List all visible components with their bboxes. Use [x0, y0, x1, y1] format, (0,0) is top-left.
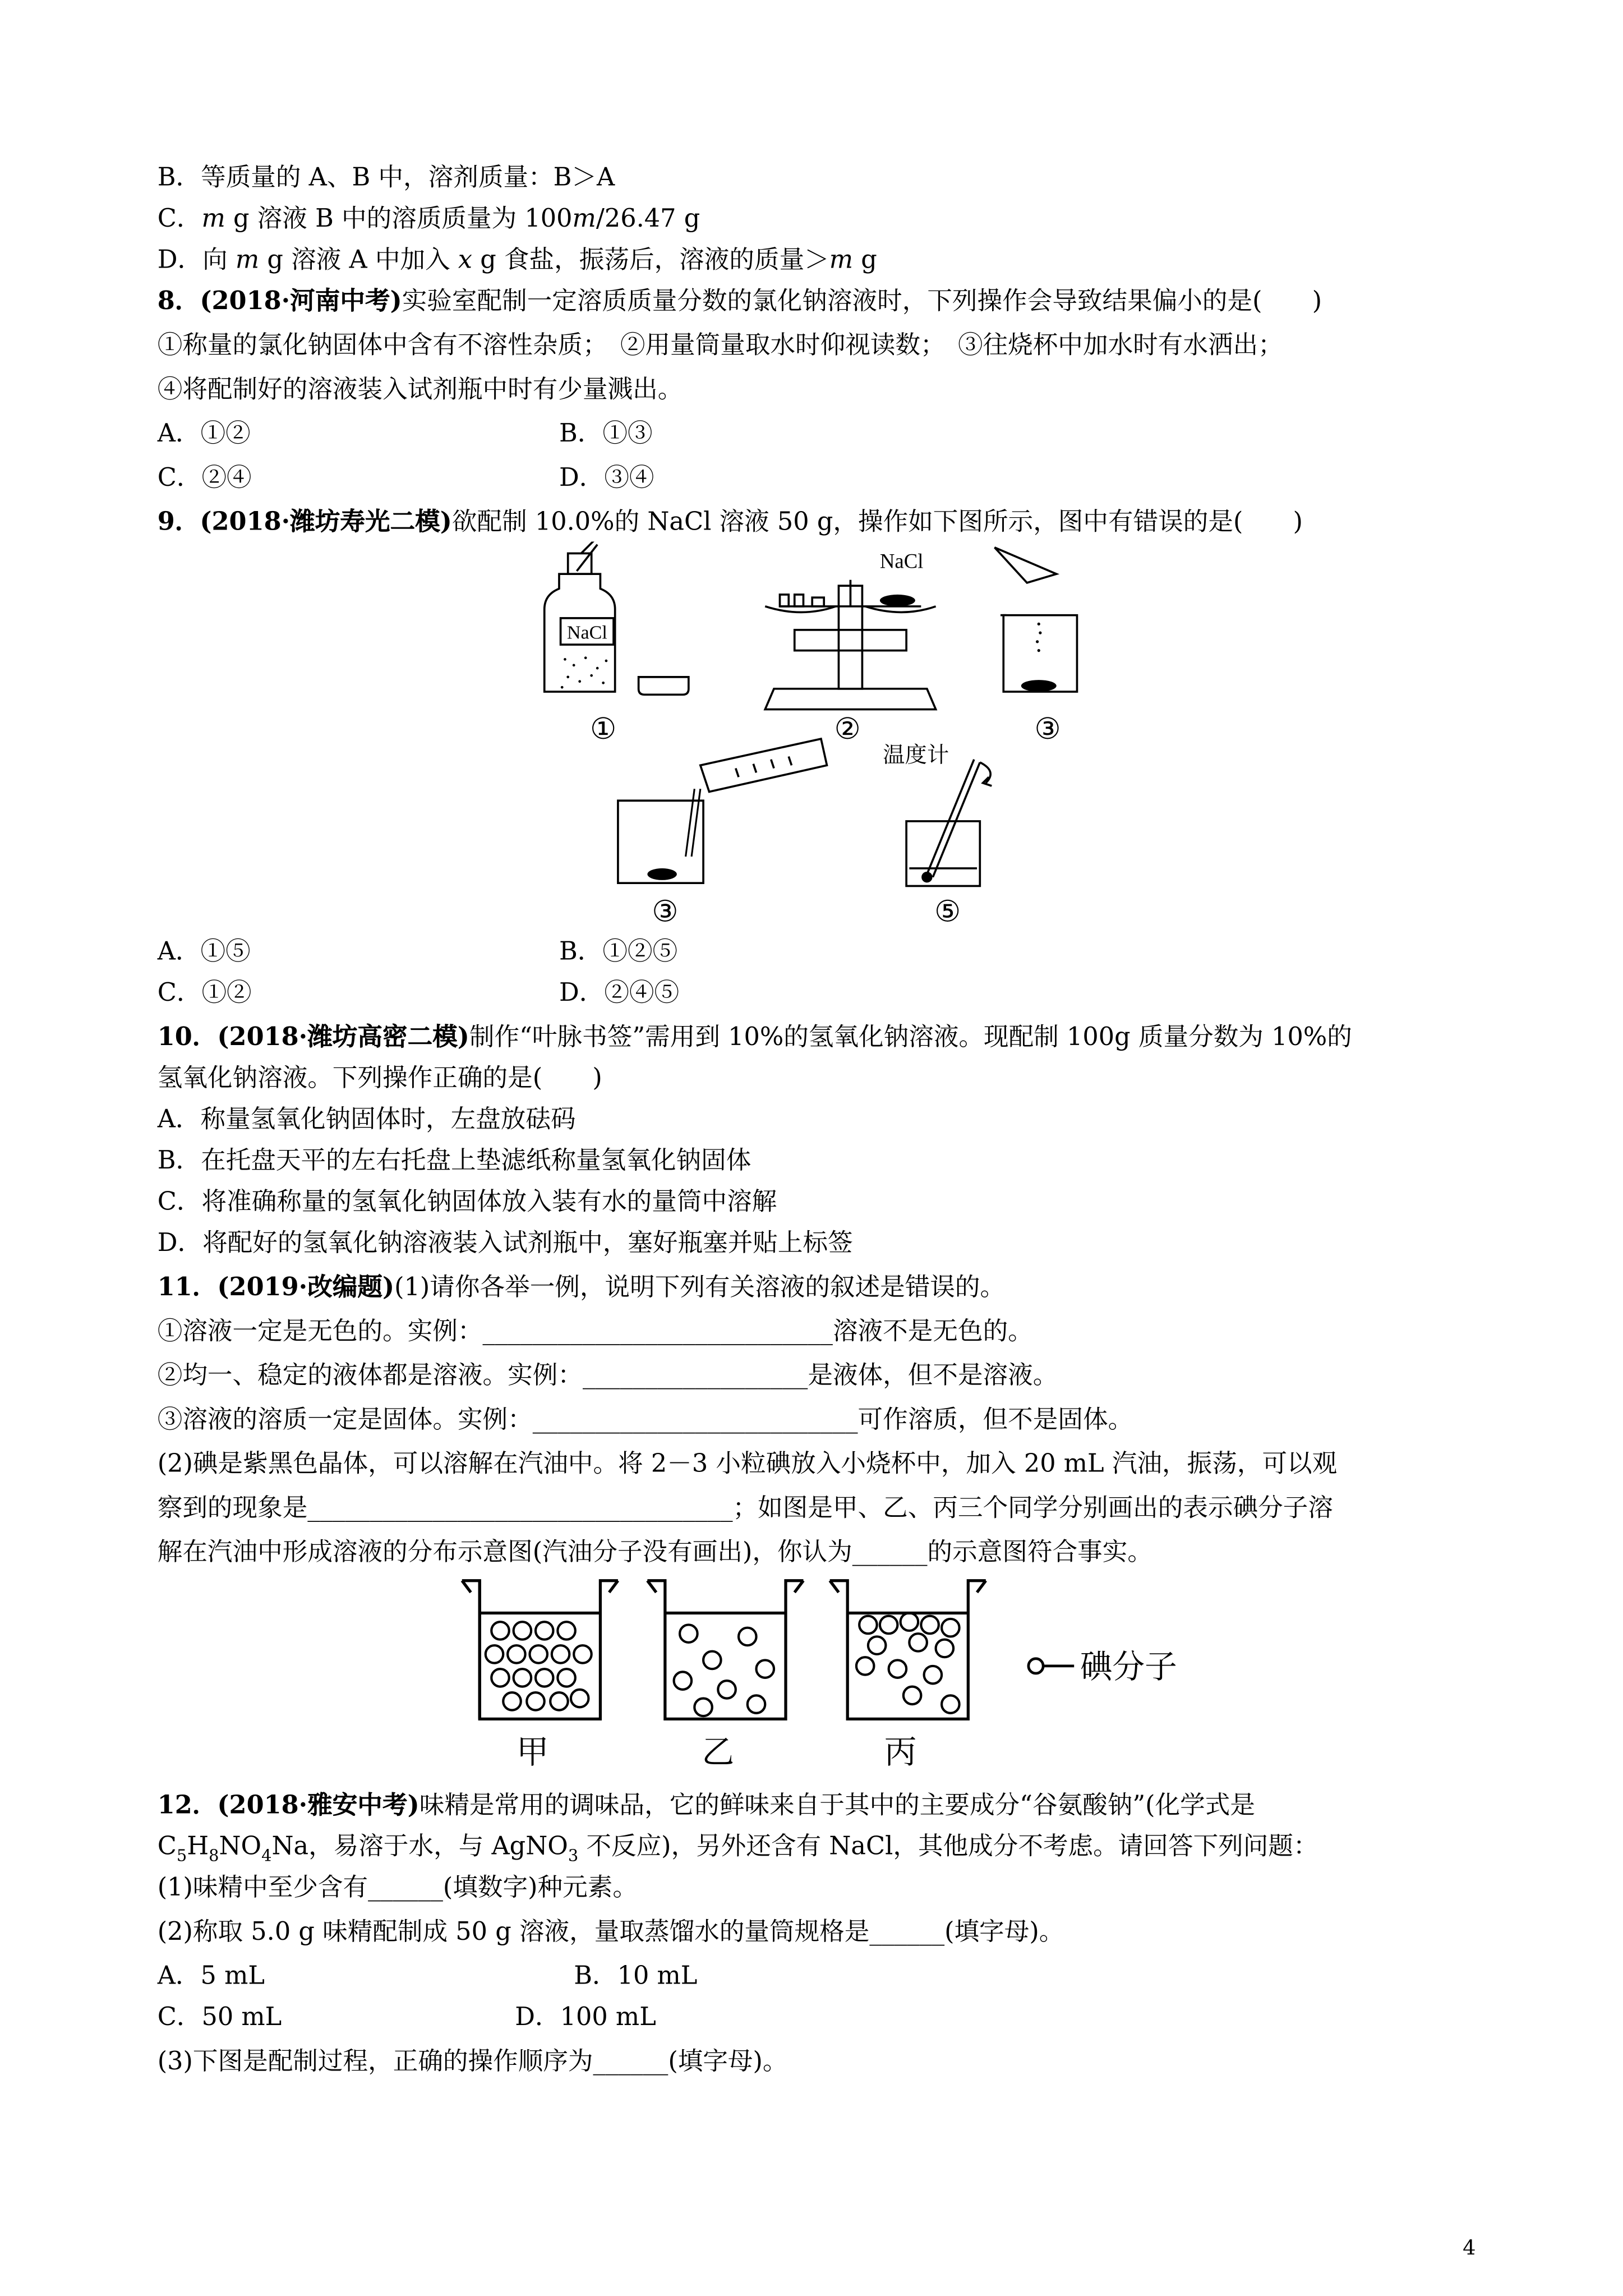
beaker-bing-molecules [856, 1613, 960, 1713]
weighing-paper-icon [995, 547, 1057, 583]
nacl-bottle-label: NaCl [566, 622, 607, 643]
iodine-distribution-figure [453, 1572, 1189, 1772]
question-11-item-2: ②均一、稳定的液体都是溶液。实例：__________________是液体，但不是溶液。 [157, 1361, 1058, 1391]
option-7c: C．m g 溶液 B 中的溶质质量为 100m/26.47 g [157, 204, 700, 234]
step-3-label: ③ [1034, 712, 1061, 747]
question-12-part-2: (2)称取 5.0 g 味精配制成 50 g 溶液，量取蒸馏水的量筒规格是______(填字母)。 [157, 1917, 1064, 1948]
question-8-option-d: D．③④ [559, 463, 654, 493]
question-8-option-b: B．①③ [559, 419, 653, 449]
question-8-choices-1: ①称量的氯化钠固体中含有不溶性杂质； ②用量筒量取水时仰视读数； ③往烧杯中加水时有水洒出； [157, 331, 1283, 361]
page-number: 4 [1463, 2237, 1476, 2261]
question-9-option-b: B．①②⑤ [559, 937, 678, 967]
question-12-option-a: A．5 mL [157, 1962, 265, 1991]
question-9-option-c: C．①② [157, 978, 252, 1009]
question-8-choices-2: ④将配制好的溶液装入试剂瓶中时有少量溅出。 [157, 375, 683, 405]
question-12-formula-line: $C_5H_8NO_4Na$，易溶于水，与 AgNO$_3$ 不反应)，另外还含有 NaCl，其他成分不考虑。请回答下列问题： [157, 1832, 1318, 1866]
bottle-powder [561, 656, 607, 688]
thermometer-label: 温度计 [883, 742, 949, 769]
question-12-part-3: (3)下图是配制过程，正确的操作顺序为______(填字母)。 [157, 2047, 788, 2077]
beaker-yi-label: 乙 [702, 1733, 735, 1772]
question-11-item-1: ①溶液一定是无色的。实例：____________________________溶液不是无色的。 [157, 1317, 1033, 1347]
beaker-yi-molecules [674, 1625, 774, 1716]
falling-salt [1021, 623, 1057, 692]
question-9: 9．(2018·潍坊寿光二模)欲配制 10.0%的 NaCl 溶液 50 g，操作如下图所示，图中有错误的是( ) [157, 508, 1303, 537]
question-11: 11．(2019·改编题)(1)请你各举一例，说明下列有关溶液的叙述是错误的。 [157, 1273, 1006, 1303]
iodine-molecule-legend-icon [1029, 1659, 1074, 1673]
beaker-bing-icon [830, 1581, 986, 1719]
pouring-water [686, 789, 700, 857]
option-7b: B．等质量的 A、B 中，溶剂质量：B＞A [157, 163, 615, 193]
question-12-part-1: (1)味精中至少含有______(填数字)种元素。 [157, 1873, 638, 1903]
step-5-label: ⑤ [934, 894, 961, 929]
question-10: 10．(2018·潍坊高密二模)制作“叶脉书签”需用到 10%的氢氧化钠溶液。现配制 100g 质量分数为 10%的 [157, 1023, 1352, 1052]
question-10-option-a: A．称量氢氧化钠固体时，左盘放砝码 [157, 1105, 576, 1135]
question-12-option-d: D．100 mL [515, 2003, 656, 2033]
iodine-molecule-legend-label: 碘分子 [1080, 1647, 1177, 1686]
beaker-jia-label: 甲 [516, 1733, 549, 1772]
graduated-cylinder-icon [700, 739, 827, 792]
step-2-label: ② [834, 712, 861, 747]
balance-nacl-label: NaCl [879, 549, 924, 573]
question-9-option-d: D．②④⑤ [559, 978, 680, 1009]
balance-salt-pile [880, 595, 915, 606]
beaker-2-salt [647, 868, 676, 880]
question-12-option-c: C．50 mL [157, 2003, 282, 2033]
beaker-jia-molecules [486, 1622, 592, 1710]
question-8-option-a: A．①② [157, 419, 251, 449]
question-11-item-3: ③溶液的溶质一定是固体。实例：__________________________可作溶质，但不是固体。 [157, 1405, 1133, 1435]
option-7d: D．向 m g 溶液 A 中加入 x g 食盐，振荡后，溶液的质量＞m g [157, 246, 877, 275]
beaker-bing-label: 丙 [884, 1733, 917, 1772]
question-10-option-d: D．将配好的氢氧化钠溶液装入试剂瓶中，塞好瓶塞并贴上标签 [157, 1228, 853, 1259]
evaporating-dish-icon [639, 677, 689, 694]
question-11-part-2-line-1: (2)碘是紫黑色晶体，可以溶解在汽油中。将 2－3 小粒碘放入小烧杯中，加入 20 mL 汽油，振荡，可以观 [157, 1450, 1338, 1479]
question-12-option-b: B．10 mL [574, 1962, 698, 1991]
question-8: 8．(2018·河南中考)实验室配制一定溶质质量分数的氯化钠溶液时，下列操作会导致结果偏小的是( ) [157, 287, 1322, 317]
question-8-option-c: C．②④ [157, 463, 252, 493]
question-10-line-2: 氢氧化钠溶液。下列操作正确的是( ) [157, 1064, 602, 1094]
question-10-option-b: B．在托盘天平的左右托盘上垫滤纸称量氢氧化钠固体 [157, 1146, 751, 1176]
step-1-label: ① [590, 712, 617, 747]
question-10-option-c: C．将准确称量的氢氧化钠固体放入装有水的量筒中溶解 [157, 1188, 777, 1217]
question-11-part-2-line-2: 察到的现象是__________________________________；如图是甲、乙、丙三个同学分别画出的表示碘分子溶 [157, 1493, 1333, 1524]
question-12: 12．(2018·雅安中考)味精是常用的调味品，它的鲜味来自于其中的主要成分“谷氨酸钠”(化学式是 [157, 1791, 1255, 1821]
question-11-part-2-line-3: 解在汽油中形成溶液的分布示意图(汽油分子没有画出)，你认为______的示意图符合事实。 [157, 1538, 1152, 1568]
step-4-label: ③ [652, 894, 679, 929]
solution-preparation-figure [529, 541, 1118, 931]
reagent-bottle-icon [545, 541, 615, 692]
question-9-option-a: A．①⑤ [157, 937, 251, 967]
